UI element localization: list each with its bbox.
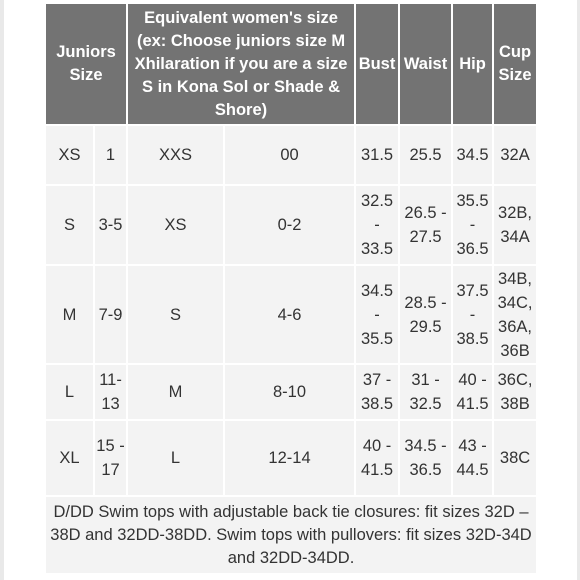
- note-text: Swim tops with adjustable back tie closures: fit sizes 32D – 38D and 32DD-38DD. Swim tops with pullovers: fit sizes 32D-34D and 32DD-34DD.: [50, 502, 532, 567]
- table-row: [46, 126, 536, 184]
- waist-cell: 31 - 32.5: [400, 365, 451, 419]
- table-row: [46, 186, 536, 264]
- junior-number-cell: 15 - 17: [95, 421, 126, 495]
- table-row: [46, 266, 536, 363]
- cup-cell: 32A: [494, 126, 536, 184]
- womens-number-cell: 4-6: [225, 266, 354, 363]
- hip-cell: 34.5: [453, 126, 492, 184]
- hip-cell: 40 - 41.5: [453, 365, 492, 419]
- size-chart-table: [44, 2, 538, 575]
- header-juniors-size: Juniors Size: [46, 4, 126, 124]
- waist-cell: 26.5 - 27.5: [400, 186, 451, 264]
- bust-cell: 31.5: [356, 126, 398, 184]
- junior-size-cell: XL: [46, 421, 93, 495]
- hip-cell: 35.5 - 36.5: [453, 186, 492, 264]
- hip-cell: 37.5 - 38.5: [453, 266, 492, 363]
- bust-cell: 32.5 - 33.5: [356, 186, 398, 264]
- bust-cell: 37 - 38.5: [356, 365, 398, 419]
- junior-number-cell: 7-9: [95, 266, 126, 363]
- junior-size-cell: M: [46, 266, 93, 363]
- cup-cell: 32B, 34A: [494, 186, 536, 264]
- header-bust: Bust: [356, 4, 398, 124]
- note-size-label: D/DD: [53, 502, 94, 521]
- note-cell: [46, 497, 536, 573]
- header-row: [46, 4, 536, 124]
- womens-size-cell: M: [128, 365, 223, 419]
- junior-size-cell: S: [46, 186, 93, 264]
- header-equivalent-womens-size: Equivalent women's size (ex: Choose juniors size M Xhilaration if you are a size S in Kona Sol or Shade & Shore): [128, 4, 354, 124]
- bust-cell: 40 - 41.5: [356, 421, 398, 495]
- junior-number-cell: 3-5: [95, 186, 126, 264]
- womens-size-cell: XXS: [128, 126, 223, 184]
- cup-cell: 36C, 38B: [494, 365, 536, 419]
- womens-size-cell: XS: [128, 186, 223, 264]
- womens-size-cell: S: [128, 266, 223, 363]
- left-border-strip: [0, 0, 4, 580]
- womens-number-cell: 00: [225, 126, 354, 184]
- womens-number-cell: 0-2: [225, 186, 354, 264]
- junior-number-cell: 11-13: [95, 365, 126, 419]
- junior-size-cell: L: [46, 365, 93, 419]
- header-waist: Waist: [400, 4, 451, 124]
- header-cup-size: Cup Size: [494, 4, 536, 124]
- waist-cell: 28.5 - 29.5: [400, 266, 451, 363]
- womens-size-cell: L: [128, 421, 223, 495]
- note-row: [46, 497, 536, 573]
- womens-number-cell: 12-14: [225, 421, 354, 495]
- bust-cell: 34.5 - 35.5: [356, 266, 398, 363]
- header-hip: Hip: [453, 4, 492, 124]
- table-row: [46, 421, 536, 495]
- table-row: [46, 365, 536, 419]
- womens-number-cell: 8-10: [225, 365, 354, 419]
- hip-cell: 43 - 44.5: [453, 421, 492, 495]
- junior-number-cell: 1: [95, 126, 126, 184]
- cup-cell: 38C: [494, 421, 536, 495]
- waist-cell: 25.5: [400, 126, 451, 184]
- waist-cell: 34.5 - 36.5: [400, 421, 451, 495]
- junior-size-cell: XS: [46, 126, 93, 184]
- cup-cell: 34B, 34C, 36A, 36B: [494, 266, 536, 363]
